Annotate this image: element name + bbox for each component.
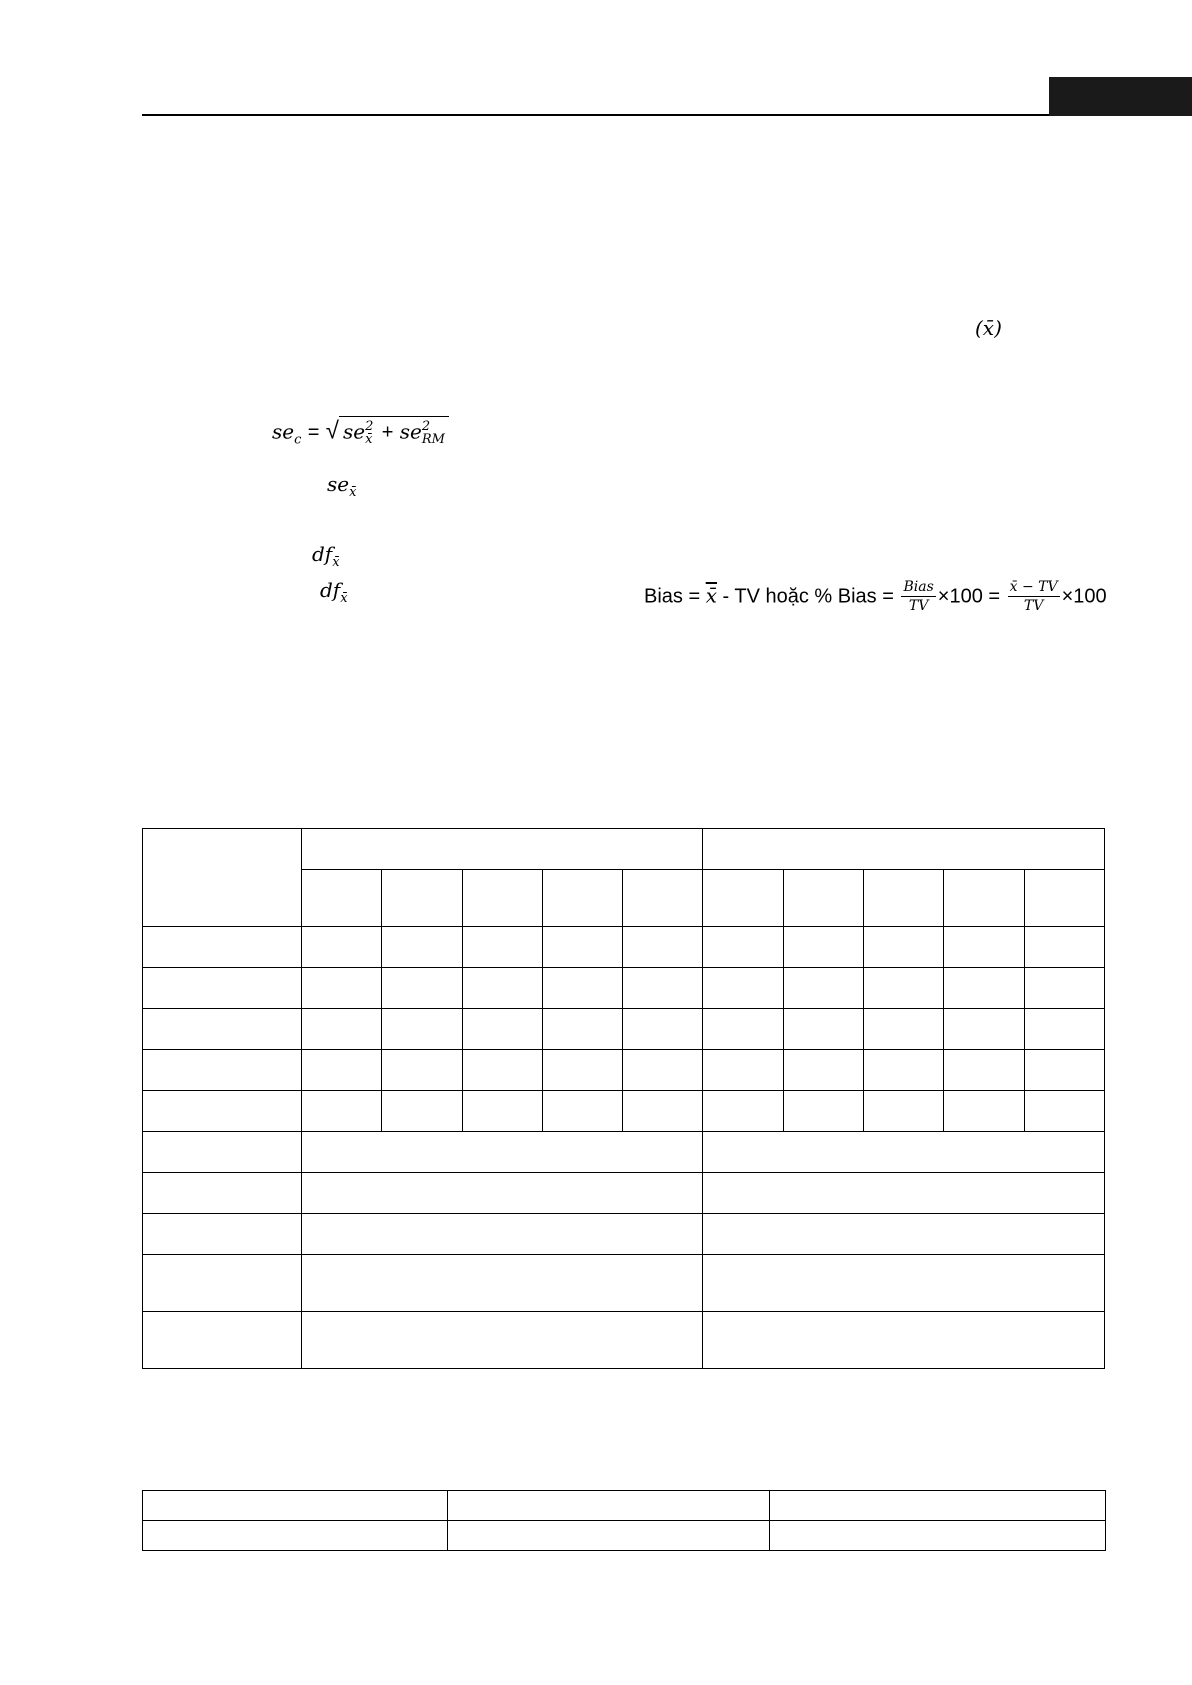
table-cell [462, 1009, 542, 1050]
mean-symbol-text: (x̄) [975, 316, 1002, 340]
table-cell [302, 1009, 382, 1050]
bias-xbar: x̄ [705, 583, 717, 608]
table-merged-cell [302, 1312, 703, 1369]
table-cell [623, 968, 703, 1009]
bias-fraction-2 [1008, 580, 1060, 615]
bottom-table-cell [770, 1521, 1106, 1551]
sec-term1-sub: x̄ [365, 432, 373, 447]
bias-frac2-den: TV [1023, 598, 1044, 615]
df-xbar-1-base: df [312, 542, 333, 566]
table-merged-cell [703, 1214, 1105, 1255]
bottom-table [142, 1490, 1106, 1551]
sec-lhs: se [272, 419, 295, 444]
table-row-label-cell [143, 1050, 302, 1091]
table-cell [382, 968, 462, 1009]
bias-times1: ×100 = [937, 585, 1006, 608]
table-row-label-cell [143, 1312, 302, 1369]
table-summary-row [143, 1132, 1105, 1173]
se-xbar-sub: x̄ [349, 485, 357, 500]
table-cell [944, 1091, 1024, 1132]
table-merged-cell [302, 1173, 703, 1214]
formula-se-xbar [327, 474, 356, 499]
table-merged-cell [703, 1173, 1105, 1214]
table-row-label-cell [143, 1214, 302, 1255]
table-cell [542, 1009, 622, 1050]
table-cell [302, 968, 382, 1009]
table-summary-row [143, 1173, 1105, 1214]
sec-term2-sup: 2 [421, 419, 431, 434]
table-cell [944, 1009, 1024, 1050]
table-cell [1024, 1050, 1104, 1091]
bias-frac1-den: TV [908, 598, 929, 615]
mean-symbol [975, 318, 1002, 338]
table-header-cell [302, 870, 382, 927]
table-header-cell [382, 870, 462, 927]
table-header-cell [944, 870, 1024, 927]
table-summary-row [143, 1214, 1105, 1255]
table-cell [864, 1050, 944, 1091]
bottom-table-cell [448, 1521, 770, 1551]
table-cell [1024, 1091, 1104, 1132]
table-row [143, 968, 1105, 1009]
table-cell [783, 927, 863, 968]
bias-frac1-num: Bias [901, 580, 935, 597]
table-summary-row [143, 1312, 1105, 1369]
sqrt-sign-icon: √ [325, 417, 339, 445]
table-row-label-cell [143, 1173, 302, 1214]
table-row-label-cell [143, 1091, 302, 1132]
table-cell [944, 968, 1024, 1009]
table-row [143, 1091, 1105, 1132]
sec-equals: = [307, 421, 320, 444]
bottom-table-row [143, 1521, 1106, 1551]
table-merged-cell [302, 1255, 703, 1312]
table-row-label-cell [143, 1255, 302, 1312]
sqrt-radicand [339, 416, 449, 446]
results-table [142, 828, 1105, 1369]
bottom-table-cell [448, 1491, 770, 1521]
table-cell [542, 1050, 622, 1091]
table-cell [623, 927, 703, 968]
table-merged-cell [703, 1255, 1105, 1312]
formula-df-xbar-1 [312, 544, 340, 569]
table-cell [783, 1091, 863, 1132]
table-cell [462, 1050, 542, 1091]
header-corner-tab [1049, 77, 1192, 116]
table-header-cell [462, 870, 542, 927]
bottom-table-cell [770, 1491, 1106, 1521]
table-cell [382, 927, 462, 968]
table-merged-cell [302, 1132, 703, 1173]
table-cell [382, 1050, 462, 1091]
sec-term2-sub: RM [421, 432, 445, 447]
table-merged-cell [703, 1132, 1105, 1173]
table-header-cell [783, 870, 863, 927]
table-cell [382, 1009, 462, 1050]
se-xbar-base: se [327, 472, 350, 496]
table-cell [703, 927, 783, 968]
bias-fraction-1 [901, 580, 935, 615]
table-header-cell [623, 870, 703, 927]
table-row [143, 1009, 1105, 1050]
bias-part2: - TV hoặc % Bias = [716, 585, 900, 608]
sec-term1: se [342, 419, 366, 444]
table-header-cell [864, 870, 944, 927]
table-cell [1024, 968, 1104, 1009]
formula-bias [644, 580, 1107, 615]
bottom-table-cell [143, 1521, 448, 1551]
table-cell [783, 1009, 863, 1050]
table-cell [864, 1091, 944, 1132]
table-row-label-cell [143, 968, 302, 1009]
table-cell [703, 968, 783, 1009]
df-xbar-2-base: df [320, 578, 341, 602]
table-header-cell [703, 870, 783, 927]
table-cell [462, 927, 542, 968]
table-cell [1024, 1009, 1104, 1050]
table-cell [864, 927, 944, 968]
table-cell [462, 968, 542, 1009]
table-cell [783, 1050, 863, 1091]
sec-plus: + [381, 421, 394, 444]
table-cell [623, 1009, 703, 1050]
table-row-label-cell [143, 927, 302, 968]
table-header-corner-cell [143, 829, 302, 927]
bottom-table-row [143, 1491, 1106, 1521]
table-cell [623, 1091, 703, 1132]
df-xbar-1-sub: x̄ [332, 555, 340, 570]
table-cell [542, 1091, 622, 1132]
bias-frac2-num: x̄ − TV [1008, 580, 1060, 597]
table-cell [302, 1091, 382, 1132]
formula-se-combined [272, 416, 449, 447]
table-row [143, 927, 1105, 968]
table-header-cell [542, 870, 622, 927]
table-cell [944, 1050, 1024, 1091]
table-header-group-b [703, 829, 1105, 870]
sec-lhs-sub: c [294, 432, 302, 448]
df-xbar-2-sub: x̄ [340, 591, 348, 606]
formula-df-xbar-2 [320, 580, 348, 605]
bias-times2: ×100 [1061, 585, 1107, 608]
table-cell [864, 1009, 944, 1050]
table-cell [864, 968, 944, 1009]
table-cell [302, 927, 382, 968]
table-cell [703, 1009, 783, 1050]
table-row-label-cell [143, 1132, 302, 1173]
table-cell [703, 1050, 783, 1091]
table-row-label-cell [143, 1009, 302, 1050]
table-summary-row [143, 1255, 1105, 1312]
table-header-row-1 [143, 829, 1105, 870]
table-cell [1024, 927, 1104, 968]
table-cell [302, 1050, 382, 1091]
bias-part1: Bias = [644, 585, 706, 608]
table-cell [783, 968, 863, 1009]
table-merged-cell [703, 1312, 1105, 1369]
table-cell [542, 927, 622, 968]
header-rule [142, 114, 1192, 116]
table-header-group-a [302, 829, 703, 870]
table-cell [703, 1091, 783, 1132]
table-cell [382, 1091, 462, 1132]
table-header-cell [1024, 870, 1104, 927]
sec-term2: se [399, 419, 422, 444]
bottom-table-cell [143, 1491, 448, 1521]
table-row [143, 1050, 1105, 1091]
table-cell [462, 1091, 542, 1132]
table-cell [944, 927, 1024, 968]
table-merged-cell [302, 1214, 703, 1255]
table-cell [542, 968, 622, 1009]
sec-term1-sup: 2 [365, 419, 374, 434]
table-cell [623, 1050, 703, 1091]
